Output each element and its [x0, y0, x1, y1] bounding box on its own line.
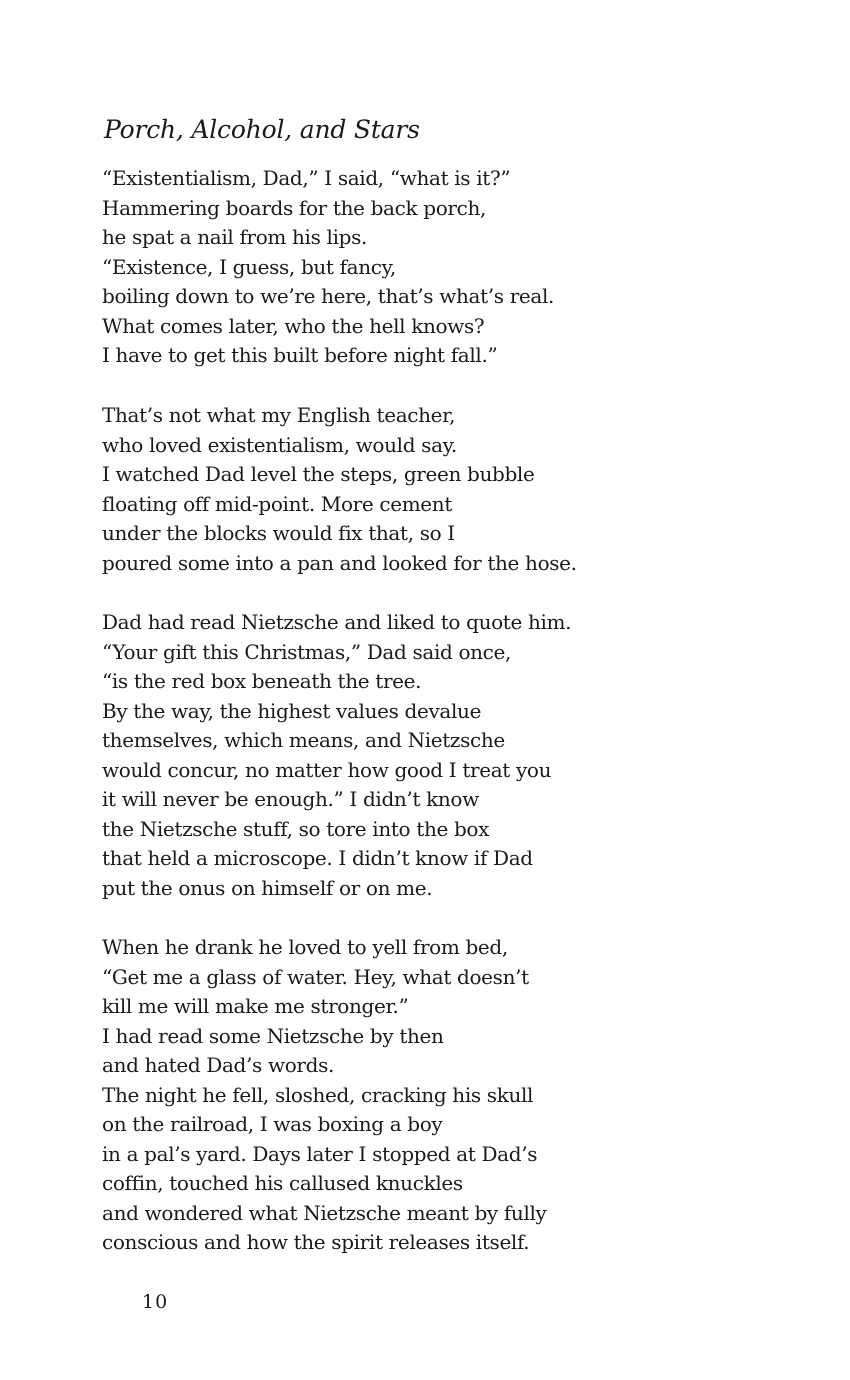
poem-title: Porch, Alcohol, and Stars [104, 115, 420, 144]
poem-line: boiling down to we’re here, that’s what’s real. [102, 284, 555, 308]
stanza-4 [102, 933, 547, 1258]
page-number: 10 [142, 1291, 169, 1313]
poem-line: “Get me a glass of water. Hey, what doesn’t [102, 964, 529, 989]
poem-line: I had read some Nietzsche by then [102, 1023, 444, 1048]
poem-line: the Nietzsche stuff, so tore into the box [102, 816, 490, 841]
poem-line: That’s not what my English teacher, [102, 403, 456, 427]
poem-line: put the onus on himself or on me. [102, 875, 433, 900]
poem-line: I have to get this built before night fall.” [102, 343, 498, 367]
poem-line: floating off mid-point. More cement [102, 491, 453, 516]
poem-line: poured some into a pan and looked for the hose. [102, 550, 577, 575]
stanza-3 [102, 608, 571, 903]
poem-line: conscious and how the spirit releases itself. [102, 1230, 530, 1254]
poem-line: kill me will make me stronger.” [102, 994, 409, 1018]
poem-line: coffin, touched his callused knuckles [102, 1171, 463, 1195]
poem-line: themselves, which means, and Nietzsche [102, 728, 505, 752]
poem-line: would concur, no matter how good I treat you [102, 757, 552, 782]
poem-line: Hammering boards for the back porch, [102, 195, 487, 220]
poem-line: he spat a nail from his lips. [102, 225, 367, 249]
poem-line: When he drank he loved to yell from bed, [102, 935, 508, 959]
poem-line: What comes later, who the hell knows? [102, 313, 485, 338]
poem-line: under the blocks would fix that, so I [102, 521, 455, 545]
poem-line: “Your gift this Christmas,” Dad said once, [102, 639, 512, 664]
poem-line: who loved existentialism, would say. [102, 432, 457, 457]
poem-line: it will never be enough.” I didn’t know [102, 787, 479, 811]
poem-line: that held a microscope. I didn’t know if Dad [102, 846, 533, 870]
poem-line: in a pal’s yard. Days later I stopped at Dad’s [102, 1141, 538, 1166]
poem-line: I watched Dad level the steps, green bubble [102, 462, 535, 486]
stanza-1 [102, 164, 554, 371]
poem-line: and hated Dad’s words. [102, 1053, 334, 1077]
poem-line: “Existence, I guess, but fancy, [102, 254, 396, 279]
poem-line: The night he fell, sloshed, cracking his skull [102, 1082, 534, 1107]
poem-line: “is the red box beneath the tree. [102, 669, 422, 693]
stanza-2 [102, 401, 577, 578]
poem-line: “Existentialism, Dad,” I said, “what is it?” [102, 166, 511, 190]
poem-line: Dad had read Nietzsche and liked to quote him. [102, 610, 572, 634]
poem-line: By the way, the highest values devalue [102, 698, 482, 723]
poem-line: and wondered what Nietzsche meant by fully [102, 1200, 547, 1225]
poem-line: on the railroad, I was boxing a boy [102, 1112, 443, 1136]
